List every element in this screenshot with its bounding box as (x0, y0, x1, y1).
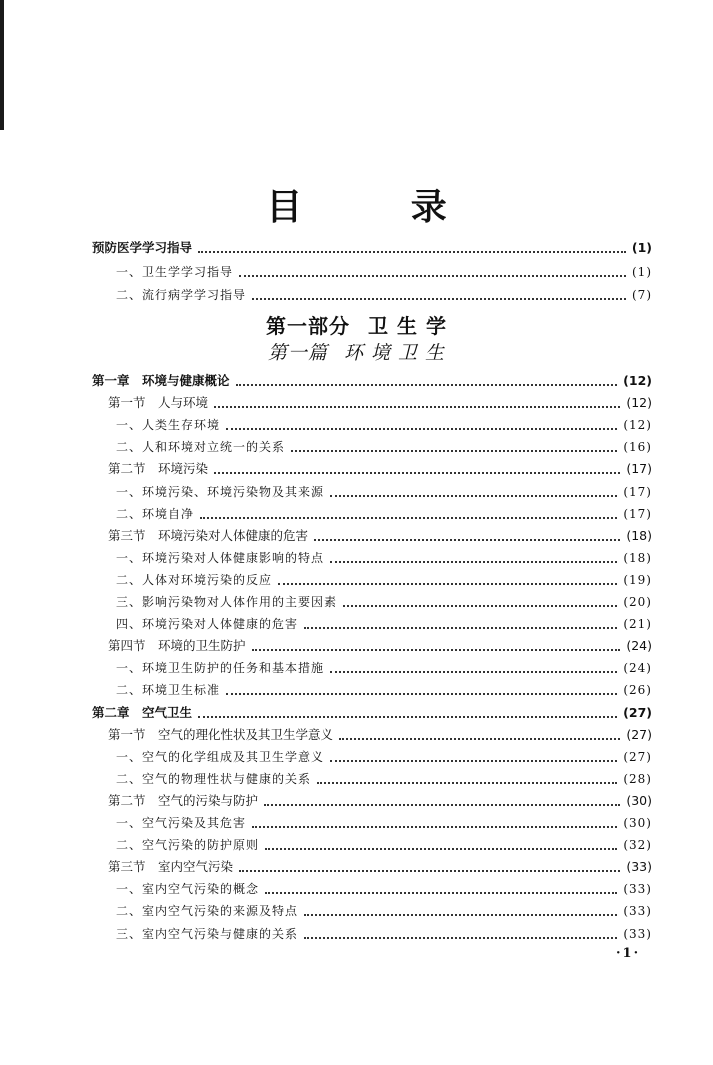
piece-prefix: 第一篇 (267, 342, 328, 364)
dot-leader (252, 298, 626, 300)
toc-entry-label: 第一节 空气的理化性状及其卫生学意义 (108, 726, 334, 742)
part-name: 卫 生 学 (368, 314, 447, 338)
toc-entry-page: (1) (631, 240, 652, 255)
toc-entry-label: 一、空气的化学组成及其卫生学意义 (116, 749, 325, 764)
toc-entry-label: 二、人和环境对立统一的关系 (116, 440, 286, 455)
toc-entry-page: (17) (623, 506, 652, 521)
toc-entry-label: 第二节 环境污染 (108, 461, 209, 477)
toc-entry-label: 第三节 室内空气污染 (108, 859, 234, 875)
dot-leader (226, 428, 617, 430)
toc-entry-page: (1) (632, 264, 652, 279)
toc-section-entry[interactable] (92, 636, 652, 656)
toc-entry-label: 一、卫生学学习指导 (116, 264, 234, 279)
toc-entry-label: 二、空气的物理性状与健康的关系 (116, 771, 312, 786)
toc-subsection-entry[interactable] (92, 924, 652, 944)
piece-heading (0, 340, 713, 366)
dot-leader (278, 583, 617, 585)
toc-section-entry[interactable] (92, 393, 652, 413)
toc-subsection-entry[interactable] (92, 614, 652, 634)
dot-leader (265, 892, 617, 894)
toc-subsection-entry[interactable] (92, 285, 652, 305)
toc-subsection-entry[interactable] (92, 415, 652, 435)
dot-leader (265, 848, 617, 850)
dot-leader (330, 495, 617, 497)
toc-entry-label: 二、空气污染的防护原则 (116, 838, 260, 853)
toc-entry-page: (33) (623, 904, 652, 919)
toc-section-entry[interactable] (92, 459, 652, 479)
toc-entry-page: (21) (623, 617, 652, 632)
toc-entry-label: 二、室内空气污染的来源及特点 (116, 904, 299, 919)
dot-leader (330, 760, 617, 762)
toc-entry-page: (27) (626, 726, 652, 742)
toc-entry-page: (26) (623, 683, 652, 698)
toc-subsection-entry[interactable] (92, 680, 652, 700)
toc-subsection-entry[interactable] (92, 901, 652, 921)
dot-leader (214, 472, 620, 474)
toc-chapter-entry[interactable] (92, 238, 652, 258)
page-binding-edge (0, 0, 4, 130)
toc-entry-page: (17) (623, 484, 652, 499)
dot-leader (304, 914, 617, 916)
toc-section-entry[interactable] (92, 725, 652, 745)
toc-chapter-entry[interactable] (92, 371, 652, 391)
dot-leader (200, 517, 617, 519)
toc-section-entry[interactable] (92, 857, 652, 877)
toc-entry-page: (27) (623, 749, 652, 764)
dot-leader (291, 450, 617, 452)
toc-entry-page: (33) (623, 882, 652, 897)
page-title: 目 录 (266, 187, 495, 228)
toc-entry-label: 四、环境污染对人体健康的危害 (116, 617, 299, 632)
toc-entry-page: (30) (623, 816, 652, 830)
dot-leader (214, 406, 620, 408)
dot-leader (198, 251, 626, 253)
toc-entry-page: (12) (623, 373, 652, 388)
dot-leader (317, 782, 617, 784)
toc-subsection-entry[interactable] (92, 747, 652, 767)
dot-leader (198, 716, 617, 718)
toc-entry-page: (24) (626, 638, 652, 654)
toc-subsection-entry[interactable] (92, 769, 652, 789)
toc-entry-label: 一、人类生存环境 (116, 418, 221, 433)
toc-entry-label: 一、环境污染对人体健康影响的特点 (116, 550, 325, 565)
dot-leader (343, 605, 617, 607)
toc-subsection-entry[interactable] (92, 437, 652, 457)
toc-entry-label: 第一节 人与环境 (108, 395, 209, 411)
dot-leader (239, 275, 626, 277)
dot-leader (226, 693, 617, 695)
toc-subsection-entry[interactable] (92, 262, 652, 282)
toc-entry-page: (28) (623, 771, 652, 786)
toc-entry-label: 一、环境污染、环境污染物及其来源 (116, 484, 325, 499)
toc-entry-label: 一、环境卫生防护的任务和基本措施 (116, 661, 325, 676)
toc-subsection-entry[interactable] (92, 879, 652, 899)
toc-subsection-entry[interactable] (92, 658, 652, 678)
toc-entry-label: 三、影响污染物对人体作用的主要因素 (116, 595, 338, 609)
dot-leader (314, 539, 620, 541)
dot-leader (339, 738, 620, 740)
toc-entry-label: 二、环境自净 (116, 506, 195, 521)
toc-entry-label: 预防医学学习指导 (92, 240, 193, 255)
dot-leader (252, 649, 621, 651)
toc-subsection-entry[interactable] (92, 592, 652, 612)
dot-leader (330, 561, 617, 563)
toc-entry-label: 三、室内空气污染与健康的关系 (116, 926, 299, 941)
dot-leader (239, 870, 620, 872)
toc-entry-page: (20) (623, 595, 652, 609)
dot-leader (304, 627, 617, 629)
toc-entry-page: (27) (623, 704, 652, 720)
dot-leader (304, 937, 617, 939)
toc-entry-page: (33) (623, 926, 652, 941)
toc-entry-page: (33) (626, 859, 652, 875)
toc-entry-label: 第一章 环境与健康概论 (92, 373, 230, 388)
dot-leader (264, 804, 620, 806)
toc-subsection-entry[interactable] (92, 548, 652, 568)
toc-section-entry[interactable] (92, 526, 652, 546)
toc-entry-label: 一、室内空气污染的概念 (116, 882, 260, 897)
toc-entry-page: (12) (626, 395, 652, 411)
toc-entry-page: (18) (623, 550, 652, 565)
piece-name: 环 境 卫 生 (343, 342, 446, 364)
dot-leader (252, 826, 617, 828)
toc-entry-page: (19) (623, 572, 652, 587)
toc-subsection-entry[interactable] (92, 835, 652, 855)
dot-leader (330, 671, 617, 673)
toc-entry-page: (17) (626, 461, 652, 477)
dot-leader (236, 384, 618, 386)
part-heading (0, 313, 713, 339)
toc-entry-page: (7) (632, 288, 652, 302)
toc-chapter-entry[interactable] (92, 703, 652, 723)
toc-entry-page: (32) (623, 838, 652, 853)
toc-entry-label: 二、人体对环境污染的反应 (116, 572, 273, 587)
toc-section-entry[interactable] (92, 791, 652, 811)
toc-entry-page: (18) (626, 527, 652, 543)
part-prefix: 第一部分 (266, 314, 351, 338)
toc-entry-page: (12) (623, 418, 652, 433)
toc-entry-page: (30) (626, 792, 652, 808)
toc-entry-label: 二、环境卫生标准 (116, 683, 221, 698)
toc-entry-label: 第三节 环境污染对人体健康的危害 (108, 527, 309, 543)
toc-subsection-entry[interactable] (92, 504, 652, 524)
toc-entry-label: 第二章 空气卫生 (92, 704, 193, 720)
toc-entry-label: 第二节 空气的污染与防护 (108, 792, 259, 808)
toc-entry-label: 第四节 环境的卫生防护 (108, 638, 246, 654)
toc-entry-label: 二、流行病学学习指导 (116, 288, 247, 302)
toc-entry-page: (24) (623, 661, 652, 676)
toc-subsection-entry[interactable] (92, 570, 652, 590)
toc-subsection-entry[interactable] (92, 813, 652, 833)
toc-entry-page: (16) (623, 440, 652, 455)
toc-entry-label: 一、空气污染及其危害 (116, 816, 247, 830)
toc-subsection-entry[interactable] (92, 482, 652, 502)
page-number: ·1· (616, 946, 641, 961)
